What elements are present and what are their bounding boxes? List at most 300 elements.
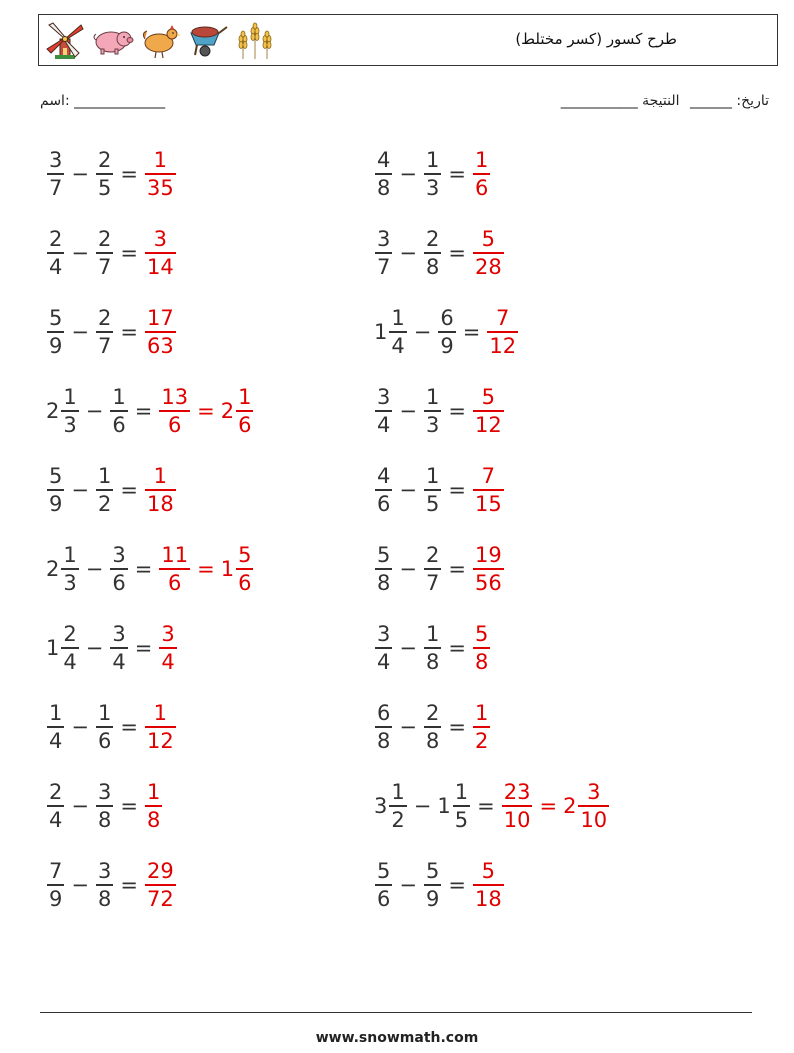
operand-b [437, 779, 471, 833]
operand-a [374, 858, 393, 912]
answer-fraction [144, 858, 177, 912]
numerator: 1 [425, 385, 440, 410]
whole-number: 1 [220, 557, 235, 581]
answer [144, 226, 177, 280]
numerator: 4 [377, 148, 391, 173]
equals-sign: = [539, 794, 558, 818]
denominator: 8 [97, 807, 112, 832]
denominator: 6 [112, 412, 126, 437]
equals-sign: = [197, 557, 215, 581]
numerator: 13 [161, 385, 189, 410]
problem-16 [374, 695, 491, 759]
operand-b [437, 305, 456, 359]
fraction [473, 226, 504, 280]
numerator: 5 [238, 543, 252, 568]
numerator: 1 [97, 701, 112, 726]
fraction [473, 858, 504, 912]
numerator: 5 [481, 859, 496, 884]
answer [144, 700, 177, 754]
denominator: 12 [474, 412, 502, 437]
equals-sign: = [448, 873, 466, 897]
denominator: 10 [580, 807, 608, 832]
fraction [159, 384, 190, 438]
equals-sign: = [448, 557, 466, 581]
header-icons [45, 21, 275, 61]
operand-b [423, 147, 442, 201]
numerator: 2 [425, 543, 440, 568]
denominator: 18 [146, 491, 174, 516]
operand-a [46, 226, 65, 280]
equals-sign: = [448, 715, 466, 739]
fraction [375, 621, 392, 675]
numerator: 1 [112, 385, 126, 410]
answer-fraction [158, 621, 177, 675]
fraction [110, 384, 127, 438]
numerator: 2 [425, 227, 440, 252]
numerator: 11 [161, 543, 189, 568]
equals-sign: = [448, 241, 466, 265]
answer-fraction [158, 542, 191, 596]
denominator: 8 [425, 649, 440, 674]
operand-a [374, 147, 393, 201]
numerator: 5 [49, 464, 63, 489]
denominator: 4 [63, 649, 77, 674]
numerator: 3 [377, 227, 391, 252]
answer-fraction [144, 305, 177, 359]
denominator: 8 [377, 728, 391, 753]
fraction [110, 621, 127, 675]
pig-icon [91, 26, 135, 56]
operand-a [374, 700, 393, 754]
operand-a [46, 147, 65, 201]
answer [472, 542, 505, 596]
wheelbarrow-icon [187, 23, 229, 59]
denominator: 6 [238, 412, 252, 437]
windmill-icon [45, 21, 85, 61]
fraction [110, 542, 127, 596]
denominator: 4 [161, 649, 175, 674]
denominator: 8 [425, 254, 440, 279]
denominator: 14 [146, 254, 174, 279]
fraction [424, 858, 441, 912]
answer-fraction [472, 384, 505, 438]
numerator: 5 [474, 622, 489, 647]
minus-sign: − [71, 320, 89, 344]
equals-sign: = [448, 478, 466, 502]
denominator: 9 [49, 491, 63, 516]
minus-sign: − [399, 715, 417, 739]
fraction [145, 779, 162, 833]
answer-fraction [563, 779, 610, 833]
numerator: 5 [425, 859, 440, 884]
numerator: 7 [481, 464, 496, 489]
numerator: 5 [377, 859, 391, 884]
minus-sign: − [399, 557, 417, 581]
minus-sign: − [85, 636, 104, 660]
fraction [375, 700, 392, 754]
numerator: 3 [587, 780, 601, 805]
fraction [96, 305, 113, 359]
problem-20 [374, 853, 505, 917]
problem-13 [46, 616, 178, 680]
numerator: 7 [49, 859, 63, 884]
operand-b [423, 463, 442, 517]
minus-sign: − [71, 715, 89, 739]
denominator: 56 [474, 570, 502, 595]
denominator: 4 [49, 807, 63, 832]
numerator: 19 [474, 543, 502, 568]
operand-b [95, 858, 114, 912]
fraction [487, 305, 518, 359]
equals-sign: = [197, 399, 215, 423]
answer-fraction [472, 700, 491, 754]
footer-site: www.snowmath.com [315, 1030, 479, 1046]
denominator: 7 [377, 254, 391, 279]
operand-a [374, 305, 408, 359]
problem-19 [46, 853, 177, 917]
denominator: 7 [97, 333, 112, 358]
operand-a [46, 779, 65, 833]
denominator: 8 [146, 807, 161, 832]
date-field: تاريخ: ______ [689, 93, 769, 109]
denominator: 3 [425, 412, 440, 437]
denominator: 7 [49, 175, 63, 200]
operand-b [95, 305, 114, 359]
fraction [424, 542, 441, 596]
denominator: 6 [168, 412, 182, 437]
numerator: 17 [146, 306, 174, 331]
operand-b [423, 384, 442, 438]
whole-number: 3 [374, 794, 388, 818]
fraction [424, 700, 441, 754]
answer-fraction [501, 779, 534, 833]
fraction [61, 542, 78, 596]
denominator: 12 [146, 728, 174, 753]
numerator: 2 [63, 622, 77, 647]
fraction [96, 858, 113, 912]
problem-10 [374, 458, 505, 522]
wheat-icon [235, 21, 275, 61]
numerator: 1 [391, 780, 405, 805]
numerator: 5 [377, 543, 391, 568]
denominator: 2 [474, 728, 489, 753]
denominator: 18 [474, 886, 502, 911]
numerator: 29 [146, 859, 174, 884]
fraction [453, 779, 470, 833]
fraction [159, 542, 190, 596]
operand-b [95, 779, 114, 833]
operand-a [46, 700, 65, 754]
denominator: 10 [503, 807, 531, 832]
numerator: 1 [425, 148, 440, 173]
fraction [438, 305, 455, 359]
fraction [375, 463, 392, 517]
fraction [473, 542, 504, 596]
numerator: 2 [49, 780, 63, 805]
answer [144, 305, 177, 359]
fraction [236, 542, 253, 596]
operand-b [423, 226, 442, 280]
operand-a [46, 621, 80, 675]
fraction [424, 147, 441, 201]
minus-sign: − [399, 636, 417, 660]
equals-sign: = [134, 636, 153, 660]
denominator: 2 [97, 491, 112, 516]
numerator: 1 [425, 622, 440, 647]
denominator: 63 [146, 333, 174, 358]
denominator: 7 [97, 254, 112, 279]
problem-5 [46, 300, 177, 364]
numerator: 6 [440, 306, 454, 331]
numerator: 1 [391, 306, 405, 331]
name-field: اسم: _____________ [40, 93, 166, 109]
numerator: 1 [63, 543, 77, 568]
footer-divider [40, 1012, 752, 1013]
answer [472, 621, 491, 675]
fraction [47, 779, 64, 833]
equals-sign: = [448, 636, 466, 660]
answer [472, 858, 505, 912]
numerator: 3 [112, 622, 126, 647]
minus-sign: − [71, 794, 89, 818]
minus-sign: − [85, 399, 104, 423]
answer [158, 621, 177, 675]
answer [501, 779, 610, 833]
numerator: 3 [161, 622, 175, 647]
operand-b [109, 621, 128, 675]
equals-sign: = [134, 399, 153, 423]
denominator: 3 [63, 570, 77, 595]
answer [472, 226, 505, 280]
equals-sign: = [448, 399, 466, 423]
meta-right [555, 93, 769, 109]
fraction [236, 384, 253, 438]
numerator: 5 [49, 306, 63, 331]
denominator: 4 [377, 649, 391, 674]
denominator: 9 [49, 333, 63, 358]
fraction [578, 779, 609, 833]
operand-b [95, 147, 114, 201]
numerator: 6 [377, 701, 391, 726]
fraction [389, 305, 406, 359]
answer [144, 147, 177, 201]
numerator: 1 [454, 780, 469, 805]
whole-number: 2 [563, 794, 577, 818]
operand-a [374, 779, 408, 833]
operand-b [423, 700, 442, 754]
operand-a [374, 384, 393, 438]
problem-8 [374, 379, 505, 443]
denominator: 5 [425, 491, 440, 516]
fraction [424, 463, 441, 517]
numerator: 1 [425, 464, 440, 489]
operand-a [46, 463, 65, 517]
equals-sign: = [120, 873, 138, 897]
whole-number: 2 [220, 399, 235, 423]
denominator: 4 [377, 412, 391, 437]
operand-b [423, 542, 442, 596]
denominator: 3 [63, 412, 77, 437]
numerator: 3 [377, 385, 391, 410]
answer [472, 384, 505, 438]
numerator: 2 [97, 227, 112, 252]
numerator: 3 [49, 148, 63, 173]
operand-b [95, 226, 114, 280]
denominator: 9 [425, 886, 440, 911]
problem-14 [374, 616, 491, 680]
operand-b [109, 384, 128, 438]
hen-icon [141, 23, 181, 59]
operand-b [109, 542, 128, 596]
fraction [145, 147, 176, 201]
numerator: 5 [481, 227, 496, 252]
minus-sign: − [413, 794, 432, 818]
operand-a [374, 621, 393, 675]
equals-sign: = [448, 162, 466, 186]
answer-fraction [486, 305, 519, 359]
answer [472, 700, 491, 754]
fraction [47, 305, 64, 359]
answer-fraction [472, 858, 505, 912]
problem-15 [46, 695, 177, 759]
fraction [96, 779, 113, 833]
minus-sign: − [399, 399, 417, 423]
worksheet-title: طرح كسور (كسر مختلط) [515, 30, 677, 48]
denominator: 8 [97, 886, 112, 911]
denominator: 6 [238, 570, 252, 595]
equals-sign: = [134, 557, 153, 581]
operand-a [46, 542, 80, 596]
numerator: 2 [97, 306, 112, 331]
operand-a [374, 542, 393, 596]
denominator: 6 [377, 491, 391, 516]
fraction [473, 384, 504, 438]
denominator: 8 [377, 570, 391, 595]
equals-sign: = [462, 320, 481, 344]
denominator: 8 [377, 175, 391, 200]
numerator: 1 [238, 385, 252, 410]
denominator: 3 [425, 175, 440, 200]
whole-number: 2 [46, 399, 60, 423]
denominator: 72 [146, 886, 174, 911]
problem-4 [374, 221, 505, 285]
fraction [502, 779, 533, 833]
numerator: 3 [153, 227, 168, 252]
answer [144, 779, 163, 833]
denominator: 35 [146, 175, 174, 200]
problem-11 [46, 537, 254, 601]
fraction [61, 384, 78, 438]
denominator: 6 [377, 886, 391, 911]
denominator: 2 [391, 807, 405, 832]
denominator: 9 [440, 333, 454, 358]
whole-number: 2 [46, 557, 60, 581]
fraction [145, 700, 176, 754]
numerator: 3 [97, 780, 112, 805]
equals-sign: = [477, 794, 495, 818]
numerator: 1 [474, 148, 489, 173]
fraction [47, 858, 64, 912]
fraction [96, 463, 113, 517]
fraction [145, 305, 176, 359]
fraction [424, 226, 441, 280]
answer-fraction [472, 147, 491, 201]
numerator: 1 [63, 385, 77, 410]
whole-number: 1 [374, 320, 388, 344]
minus-sign: − [399, 873, 417, 897]
denominator: 5 [454, 807, 469, 832]
fraction [389, 779, 406, 833]
answer-fraction [144, 700, 177, 754]
fraction [375, 542, 392, 596]
problem-17 [46, 774, 163, 838]
fraction [375, 226, 392, 280]
fraction [424, 384, 441, 438]
problem-3 [46, 221, 177, 285]
answer [472, 147, 491, 201]
equals-sign: = [120, 162, 138, 186]
denominator: 6 [112, 570, 126, 595]
minus-sign: − [399, 241, 417, 265]
operand-b [423, 621, 442, 675]
numerator: 2 [97, 148, 112, 173]
fraction [424, 621, 441, 675]
operand-a [46, 384, 80, 438]
equals-sign: = [120, 478, 138, 502]
answer-fraction [472, 463, 505, 517]
answer [158, 384, 254, 438]
problem-18 [374, 774, 610, 838]
fraction [47, 700, 64, 754]
minus-sign: − [71, 478, 89, 502]
fraction [473, 147, 490, 201]
denominator: 8 [425, 728, 440, 753]
answer-fraction [472, 226, 505, 280]
denominator: 28 [474, 254, 502, 279]
fraction [375, 147, 392, 201]
fraction [145, 858, 176, 912]
minus-sign: − [71, 873, 89, 897]
numerator: 1 [474, 701, 489, 726]
answer-fraction [144, 147, 177, 201]
minus-sign: − [71, 162, 89, 186]
denominator: 6 [474, 175, 489, 200]
answer-fraction [144, 463, 177, 517]
operand-b [95, 700, 114, 754]
fraction [47, 463, 64, 517]
numerator: 1 [49, 701, 63, 726]
numerator: 3 [97, 859, 112, 884]
numerator: 1 [153, 148, 168, 173]
numerator: 5 [481, 385, 496, 410]
fraction [47, 147, 64, 201]
problem-7 [46, 379, 254, 443]
whole-number: 1 [46, 636, 60, 660]
problem-2 [374, 142, 491, 206]
header-box [38, 14, 778, 66]
denominator: 7 [425, 570, 440, 595]
minus-sign: − [413, 320, 432, 344]
whole-number: 1 [437, 794, 451, 818]
minus-sign: − [71, 241, 89, 265]
denominator: 4 [49, 728, 63, 753]
denominator: 15 [474, 491, 502, 516]
fraction [47, 226, 64, 280]
problem-1 [46, 142, 177, 206]
fraction [96, 700, 113, 754]
denominator: 12 [489, 333, 517, 358]
fraction [159, 621, 176, 675]
